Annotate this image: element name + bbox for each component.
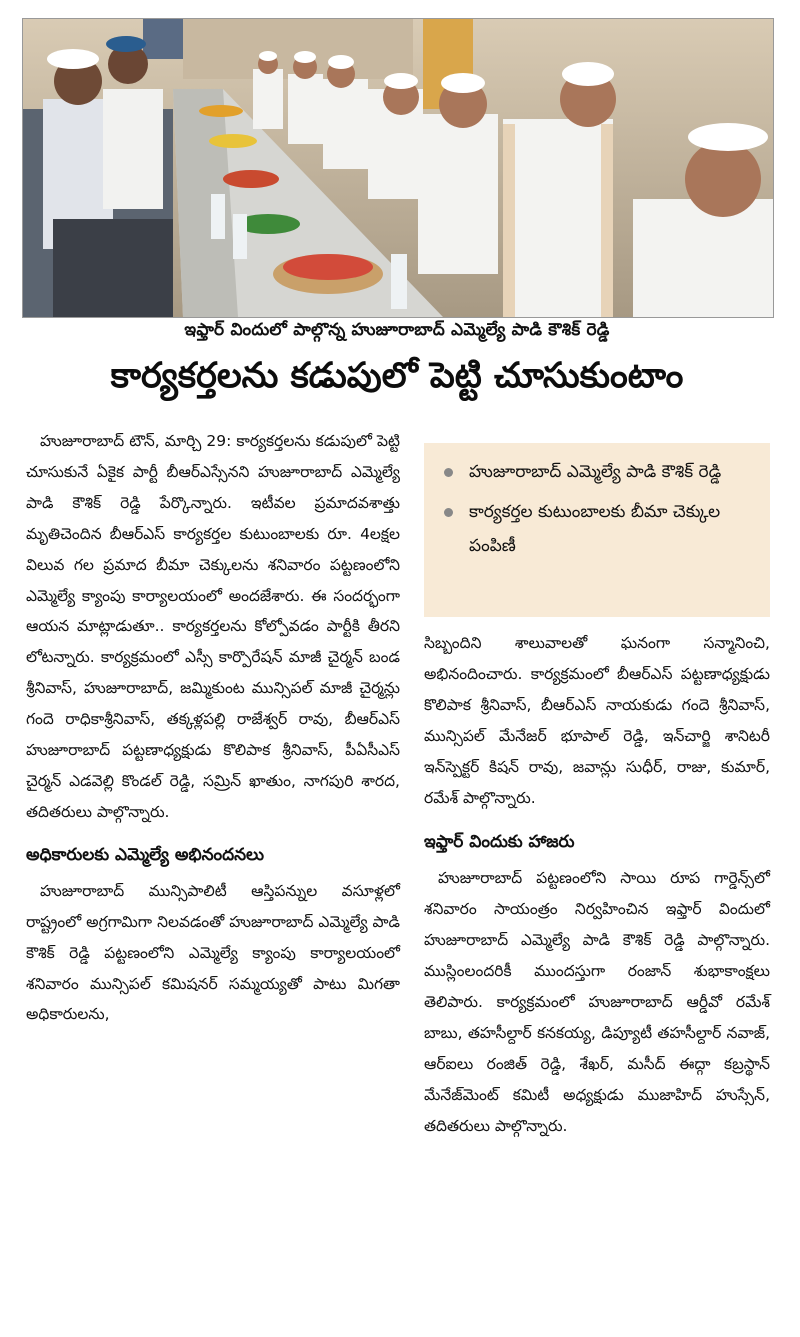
right-subheading: ఇఫ్తార్ విందుకు హాజరు: [424, 832, 575, 853]
highlight-text: హుజూరాబాద్ ఎమ్మెల్యే పాడి కౌశిక్ రెడ్డి: [469, 462, 722, 482]
left-column: [26, 426, 400, 1030]
news-photo: [22, 18, 774, 318]
bullet-icon: [444, 468, 453, 477]
highlight-item: [440, 455, 752, 489]
iftar-scene-illustration: [23, 19, 773, 317]
right-column: [424, 628, 770, 1142]
article-headline: కార్యకర్తలను కడుపులో పెట్టి చూసుకుంటాం: [110, 356, 684, 396]
left-paragraph-2: హుజూరాబాద్ మున్సిపాలిటీ ఆస్తిపన్నుల వసూళ్లలో రాష్ట్రంలో అగ్రగామిగా నిలవడంతో హుజూరాబాద్ ఎమ్మెల్యే పాడి కౌశిక్ రెడ్డి పట్టణంలోని ఎమ్మెల్యే క్యాంపు కార్యాలయంలో శనివారం మున్సిపల్ కమిషనర్ సమ్మయ్యతో పాటు మిగతా అధికారులను,: [26, 881, 400, 1024]
left-subheading: అధికారులకు ఎమ్మెల్యే అభినందనలు: [26, 844, 264, 865]
left-paragraph-1: హుజూరాబాద్ టౌన్, మార్చి 29: కార్యకర్తలను కడుపులో పెట్టి చూసుకునే ఏకైక పార్టీ బీఆర్ఎస్సేనని హుజూరాబాద్ ఎమ్మెల్యే పాడి కౌశిక్ రెడ్డి పేర్కొన్నారు. ఇటీవల ప్రమాదవశాత్తు మృతిచెందిన బీఆర్ఎస్ కార్యకర్తల కుటుంబాలకు రూ. 4లక్షల విలువ గల ప్రమాద బీమా చెక్కులను శనివారం పట్టణంలోని ఎమ్మెల్యే క్యాంపు కార్యాలయంలో అందజేశారు. ఈ సందర్భంగా ఆయన మాట్లాడుతూ.. కార్యకర్తలను కోల్పోవడం పార్టీకి తీరని లోటన్నారు. కార్యక్రమంలో ఎస్సీ కార్పొరేషన్ మాజీ చైర్మన్ బండ శ్రీనివాస్, హుజూరాబాద్, జమ్మికుంట మున్సిపల్ మాజీ చైర్మన్లు గందె రాధికాశ్రీనివాస్, తక్కళ్లపల్లి రాజేశ్వర్ రావు, బీఆర్ఎస్ హుజూరాబాద్ పట్టణాధ్యక్షుడు కొలిపాక శ్రీనివాస్, పీఏసీఎస్ చైర్మన్ ఎడవెల్లి కొండల్ రెడ్డి, సమ్రిన్ ఖాతుం, నాగపురి శారద, తదితరులు పాల్గొన్నారు.: [26, 432, 400, 821]
right-paragraph-1: సిబ్బందిని శాలువాలతో ఘనంగా సన్మానించి, అభినందించారు. కార్యక్రమంలో బీఆర్ఎస్ పట్టణాధ్యక్షుడు కొలిపాక శ్రీనివాస్, బీఆర్ఎస్ నాయకుడు గందె శ్రీనివాస్, మున్సిపల్ మేనేజర్ భూపాల్ రెడ్డి, ఇన్‌చార్జి శానిటరీ ఇన్‌స్పెక్టర్ కిషన్ రావు, జవాన్లు సుధీర్, రాజు, కుమార్, రమేశ్ పాల్గొన్నారు.: [424, 634, 770, 807]
highlight-item: [440, 495, 752, 563]
photo-caption: ఇఫ్తార్ విందులో పాల్గొన్న హుజూరాబాద్ ఎమ్మెల్యే పాడి కౌశిక్ రెడ్డి: [184, 320, 610, 340]
highlights-box: [424, 443, 770, 617]
highlight-text: కార్యకర్తల కుటుంబాలకు బీమా చెక్కుల పంపిణీ: [469, 502, 721, 556]
bullet-icon: [444, 508, 453, 517]
right-paragraph-2: హుజూరాబాద్ పట్టణంలోని సాయి రూప గార్డెన్స్‌లో శనివారం సాయంత్రం నిర్వహించిన ఇఫ్తార్ విందులో హుజూరాబాద్ ఎమ్మెల్యే పాడి కౌశిక్ రెడ్డి పాల్గొన్నారు. ముస్లింలందరికీ ముందస్తుగా రంజాన్ శుభాకాంక్షలు తెలిపారు. కార్యక్రమంలో హుజూరాబాద్ ఆర్డీవో రమేశ్ బాబు, తహసీల్దార్ కనకయ్య, డిప్యూటీ తహసీల్దార్ నవాజ్, ఆర్ఐలు రంజిత్ రెడ్డి, శేఖర్, మసీద్ ఈద్గా కబ్రస్థాన్ మేనేజ్‌మెంట్ కమిటీ అధ్యక్షుడు ముజాహిద్ హుస్సేన్, తదితరులు పాల్గొన్నారు.: [424, 869, 770, 1135]
